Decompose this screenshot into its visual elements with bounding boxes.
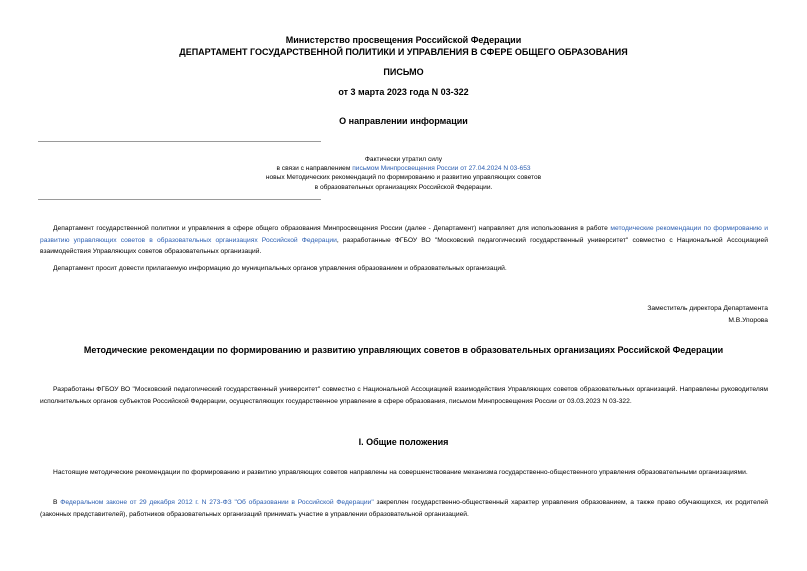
status-note-prefix: в связи с направлением: [276, 165, 353, 173]
section-paragraph-2-tail: закреплен государственно-общественный характер управления образованием, а также право обучающихся, их родителей (законных представителей), работников образовательных организаций принимать участие в управлении образовательной организацией.: [40, 499, 768, 518]
status-note-line-1: Фактически утратил силу: [364, 156, 443, 163]
department-name: ДЕПАРТАМЕНТ ГОСУДАРСТВЕННОЙ ПОЛИТИКИ И УПРАВЛЕНИЯ В СФЕРЕ ОБЩЕГО ОБРАЗОВАНИЯ: [179, 47, 628, 57]
section-title: I. Общие положения: [358, 437, 449, 447]
section-paragraph-1: Настоящие методические рекомендации по формированию и развитию управляющих советов направлены на совершенствование механизма государственно-общественного управления образовательными организациями.: [53, 469, 748, 476]
divider-top: [38, 141, 321, 142]
recommendations-intro: Разработаны ФГБОУ ВО "Московский педагогический государственный университет" совместно с Национальной Ассоциацией взаимодействия Управляющих советов образовательных организаций. Направлены руководителям исполнительных органов субъектов Российской Федерации, осуществляющих государственное управление в сфере образования, письмом Минпросвещения России от 03.03.2023 N 03-322.: [40, 386, 768, 405]
document-date-number: от 3 марта 2023 года N 03-322: [338, 87, 469, 97]
ministry-name: Министерство просвещения Российской Федерации: [285, 35, 522, 45]
status-note-line-4: в образовательных организациях Российской Федерации.: [314, 183, 493, 191]
signatory-name: М.В.Упорова: [728, 317, 768, 324]
divider-bottom: [38, 199, 321, 200]
document-type: ПИСЬМО: [383, 67, 424, 77]
section-paragraph-2: [40, 497, 768, 520]
section-paragraph-2-prefix: В: [53, 499, 61, 506]
status-note: [0, 155, 807, 192]
signature-block: [647, 303, 768, 327]
letter-paragraph-1: [40, 223, 768, 258]
document-subject: О направлении информации: [339, 116, 468, 126]
letter-paragraph-1-tail: , разработанные ФГБОУ ВО "Московский педагогический государственный университет" совместно с Национальной Ассоциацией взаимодействия Управляющих советов образовательных организаций.: [40, 236, 768, 255]
methodical-recommendations-link[interactable]: методические рекомендации по формированию и развитию управляющих советов в образовательных организациях Российской Федерации: [40, 225, 768, 244]
letter-paragraph-1-text: Департамент государственной политики и управления в сфере общего образования Минпросвещения России (далее - Департамент) направляет для использования в работе: [53, 225, 611, 232]
recommendations-title: Методические рекомендации по формированию и развитию управляющих советов в образовательных организациях Российской Федерации: [83, 345, 724, 355]
signatory-position: Заместитель директора Департамента: [647, 305, 768, 312]
federal-law-link[interactable]: Федеральном законе от 29 декабря 2012 г. N 273-ФЗ "Об образовании в Российской Федерации": [60, 499, 374, 506]
letter-paragraph-2: Департамент просит довести прилагаемую информацию до муниципальных органов управления образованием и образовательных организаций.: [53, 265, 507, 272]
status-note-line-3: новых Методических рекомендаций по формированию и развитию управляющих советов: [265, 174, 542, 182]
status-note-line-2: [0, 164, 807, 173]
repeal-letter-link[interactable]: письмом Минпросвещения России от 27.04.2024 N 03-653: [352, 165, 531, 173]
